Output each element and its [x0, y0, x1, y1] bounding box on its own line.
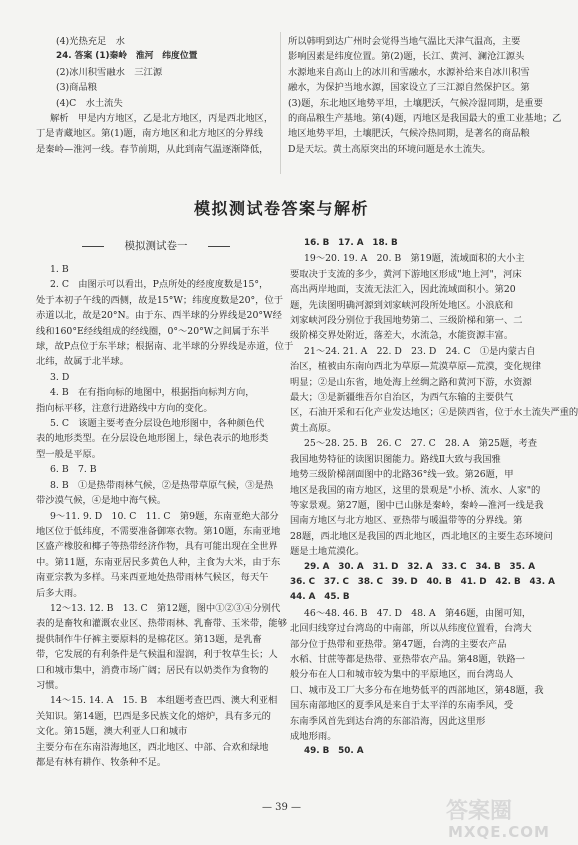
text-line: 都是有林有耕作、牧条种不足。 [36, 757, 167, 768]
column-divider [280, 32, 281, 174]
text-line: 北纬，故属于北半球。 [36, 356, 129, 368]
section-title: 模拟测试卷答案与解析 [193, 199, 369, 218]
text-line: 25～28. 25. B 26. C 27. C 28. A 第25题，考查 [304, 438, 538, 450]
text-line: 北回归线穿过台湾岛的中南部，所以从纬度位置看，台湾大 [290, 623, 532, 635]
text-line: (2)冰川积雪融水 三江源 [56, 66, 163, 78]
text-line: 明显；②是山东省，地处海上丝绸之路和黄河下游，水资源 [290, 376, 532, 388]
text-line: 处于本初子午线的西侧，故是15°W；纬度度数是20°，位于 [36, 294, 284, 306]
text-line: 44. A 45. B [290, 592, 350, 603]
text-line: 最大；③是新疆维吾尔自治区，为西气东输的主要供气 [290, 392, 514, 404]
text-line: 46～48. 46. B 47. D 48. A 第46题，由图可知， [304, 607, 532, 619]
text-line: 后多大雨。 [36, 587, 83, 599]
text-line: 地势三级阶梯剖面图中的北路36°线一致。第26题，甲 [290, 469, 514, 481]
text-line: 区盛产橡胶和椰子等热带经济作物，具有可能出现在全世界 [36, 541, 278, 553]
text-line: 级阶梯交界处附近，落差大，水流急，水能资源丰富。 [290, 330, 514, 342]
text-line: 带沙漠气候，④是地中海气候。 [36, 495, 167, 507]
watermark-url: MXQE.COM [448, 823, 550, 841]
text-line: 要取决于支流的多少，黄河下游地区形成"地上河"，河床 [290, 268, 522, 280]
text-line: 是秦岭—淮河一线。春节前期，从此到南气温逐渐降低， [36, 143, 269, 155]
text-line: 表的地形类型。在分层设色地形图上，绿色表示的地形类 [36, 433, 269, 445]
text-line: 关知识。第14题，巴西是多民族文化的熔炉，具有多元的 [36, 710, 271, 722]
text-line: 黄土高原。 [290, 422, 337, 434]
subheading-text: 模拟测试卷一 [124, 240, 188, 252]
text-line: 表的是畜牧和灌溉农业区、热带雨林、乳畜带、玉米带，能够 [36, 618, 288, 630]
text-line: 水稻、甘蔗等都是热带、亚热带农产品。第48题，铁路一 [290, 653, 525, 665]
subheading-rule-left [82, 246, 104, 247]
text-line: 东南季风首先到达台湾的东部沿海，因此这里形 [290, 715, 486, 727]
text-line: 国南方地区与北方地区、亚热带与暖温带等的分界线。第 [290, 515, 523, 527]
text-line: 解析 甲是内方地区，乙是北方地区，丙是西北地区， [50, 113, 274, 125]
text-line: 成地形雨。 [290, 731, 337, 742]
top-right-column [288, 34, 562, 157]
text-line: 5. C 该题主要考查分层设色地形图中，各种颜色代 [50, 418, 265, 430]
text-line: 我国地势特征的读图识图能力。路线Ⅱ大致与我国雅 [290, 453, 501, 465]
text-line: 水源地来自高山上的冰川和雪融水，水源补给来自冰川积雪 [288, 66, 530, 78]
text-line: 36. C 37. C 38. C 39. D 40. B 41. D 42. B 43. A [290, 576, 555, 587]
text-line: 3. D [50, 371, 70, 383]
top-left-column [36, 34, 274, 157]
text-line: 1. B [50, 264, 69, 275]
text-line: 线和160°E经线组成的经线圈，0°～20°W之间属于东半 [36, 325, 270, 337]
text-line: 习惯。 [36, 679, 64, 691]
text-line: 刘家峡河段分别位于我国地势第二、三级阶梯和第一、二 [290, 315, 523, 327]
text-line: 12～13. 12. B 13. C 第12题，图中①②③④分别代 [50, 602, 281, 614]
text-line: 主要分布在东南沿海地区，西北地区、中部、合欢和绿地 [36, 741, 269, 753]
text-line: 28题，西北地区是我国的西北地区，西北地区的主要生态环境问 [290, 530, 553, 542]
right-answer-column [290, 236, 578, 760]
test-subheading [82, 238, 230, 254]
text-line: 等家景观。第27题，图中已山脉是秦岭，秦岭—淮河一线是我 [290, 499, 544, 511]
text-line: (3)商品粮 [56, 82, 98, 94]
text-line: 赤道以北，故是20°N。由于东、西半球的分界线是20°W经 [36, 310, 282, 322]
text-line: 区，石油开采和石化产业发达地区；④是陕西省，位于水土流失严重的 [290, 407, 578, 419]
text-line: 型一般是平原。 [36, 448, 102, 460]
text-line: 6. B 7. B [50, 464, 97, 476]
text-line: 丁是青藏地区。第(1)题，南方地区和北方地区的分界线 [36, 128, 263, 140]
text-line: 球，故P点位于东半球；根据南、北半球的分界线是赤道，位于 [36, 341, 294, 353]
text-line: 融水，为保护当地水源，国家设立了三江源自然保护区。第 [288, 82, 530, 94]
text-line: 高出两岸地面，支流无法汇入，因此流域面积小。第20 [290, 284, 516, 296]
text-line: 地区是我国的南方地区，这里的景观是"小桥、流水、人家"的 [290, 484, 541, 496]
text-line: 影响因素是纬度位置。第(2)题，长江、黄河、澜沧江源头 [288, 51, 525, 63]
text-line: D是天坛。黄土高原突出的环境问题是水土流失。 [288, 143, 491, 155]
text-line: 8. B ①是热带雨林气候，②是热带草原气候，③是热 [50, 479, 274, 491]
text-line: 般分布在人口和城市较为集中的平原地区，而台湾岛人 [290, 669, 514, 681]
text-line: 地区位于低纬度，不需要准备御寒衣物。第10题，东南亚地 [36, 525, 281, 537]
text-line: 4. B 在有指向标的地图中，根据指向标判方向， [50, 387, 255, 399]
text-line: 口、城市及工厂大多分布在地势低平的西部地区，第48题，我 [290, 684, 544, 696]
text-line: 国东南部地区的夏季风是来自于太平洋的东南季风，受 [290, 700, 514, 712]
text-line: 部分位于热带和亚热带。第47题，台湾的主要农产品 [290, 638, 507, 650]
text-line: (4)C 水土流失 [56, 97, 123, 109]
text-line: 地区地势平坦，土壤肥沃，气候冷热同期，是著名的商品粮 [288, 128, 530, 140]
page-number: — 39 — [261, 802, 302, 813]
text-line: 19～20. 19. A 20. B 第19题，流域面积的大小主 [304, 253, 525, 265]
text-line: 治区，植被由东南向西北为草原—荒漠草原—荒漠，变化规律 [290, 361, 542, 373]
text-line: (4)光热充足 水 [56, 36, 125, 47]
watermark-logo: 答案圈 [446, 799, 513, 824]
text-line: 9～11. 9. D 10. C 11. C 第9题，东南亚绝大部分 [50, 510, 279, 522]
text-line: 29. A 30. A 31. D 32. A 33. C 34. B 35. A [304, 561, 536, 572]
text-line: 口和城市集中，消费市场广阔；居民有以奶类作为食物的 [36, 664, 269, 676]
text-line: 2. C 由图示可以看出，P点所处的经度度数是15°， [50, 279, 269, 291]
text-line: 题，先读图明确河源到刘家峡河段所处地区。小浪底和 [290, 299, 514, 311]
text-line: 带，它发展的有利条件是气候温和湿润，利于牧草生长；人 [36, 649, 278, 661]
text-line: 49. B 50. A [304, 746, 364, 757]
text-line: 南亚宗教为多样。马来西亚地处热带雨林气候区，每天午 [36, 572, 269, 584]
text-line: 16. B 17. A 18. B [304, 238, 398, 248]
text-line: 14～15. 14. A 15. B 本组题考查巴西、澳大利亚相 [50, 695, 278, 707]
text-line: 21～24. 21. A 22. D 23. D 24. C ①是内蒙古自 [304, 345, 536, 357]
text-line: 的商品粮生产基地。第(4)题，丙地区是我国最大的重工业基地；乙 [288, 113, 562, 125]
text-line: 所以韩明到达广州时会觉得当地气温比天津气温高，主要 [288, 36, 521, 47]
subheading-rule-right [208, 246, 230, 247]
text-line: (3)题，东北地区地势平坦，土壤肥沃，气候冷湿同期，是重要 [288, 97, 543, 109]
text-line: 中。第11题，东南亚居民多黄色人种，主食为大米，由于东 [36, 556, 281, 568]
text-line: 文化。第15题，澳大利亚人口和城市 [36, 726, 188, 738]
text-line: 指向标平移，注意行进路线中方向的变化。 [36, 402, 213, 414]
text-line: 题是土地荒漠化。 [290, 546, 365, 558]
left-answer-column [36, 262, 294, 770]
text-line: 24. 答案 (1)秦岭 淮河 纬度位置 [56, 51, 198, 62]
text-line: 提供制作牛仔裤主要原料的是棉花区。第13题，是乳畜 [36, 633, 262, 645]
